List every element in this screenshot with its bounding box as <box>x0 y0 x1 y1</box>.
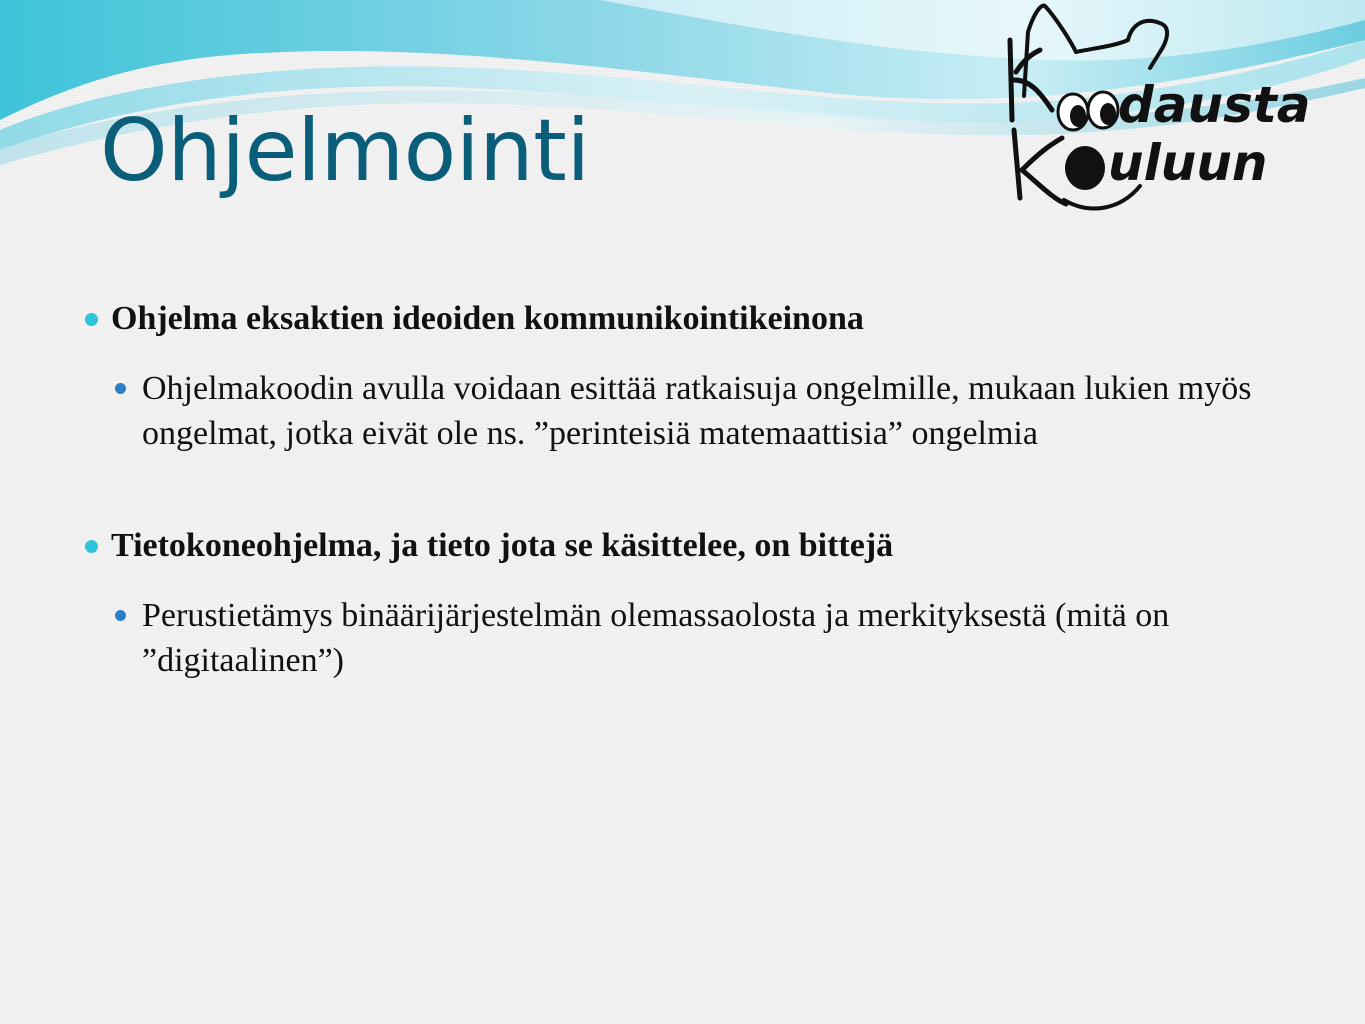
sub-bullet-marker <box>115 383 126 394</box>
logo-text-line1: dausta <box>1118 76 1311 134</box>
sub-bullet-item: Ohjelmakoodin avulla voidaan esittää ratkaisuja ongelmille, mukaan lukien myös ongelmat, jotka eivät ole ns. ”perinteisiä matemaattisia” ongelmia <box>142 370 1252 452</box>
sub-bullet-item: Perustietämys binäärijärjestelmän olemassaolosta ja merkityksestä (mitä on ”digitaalinen”) <box>142 597 1170 679</box>
bullet-item: Tietokoneohjelma, ja tieto jota se käsittelee, on bittejä <box>111 527 894 564</box>
logo-text-line2: uluun <box>1108 134 1268 192</box>
sub-bullet-marker <box>115 610 126 621</box>
slide-title: Ohjelmointi <box>100 101 590 201</box>
bullet-item: Ohjelma eksaktien ideoiden kommunikointikeinona <box>111 300 864 337</box>
bullet-marker <box>85 540 98 553</box>
koodausta-kouluun-logo <box>1000 0 1330 215</box>
bullet-marker <box>85 313 98 326</box>
